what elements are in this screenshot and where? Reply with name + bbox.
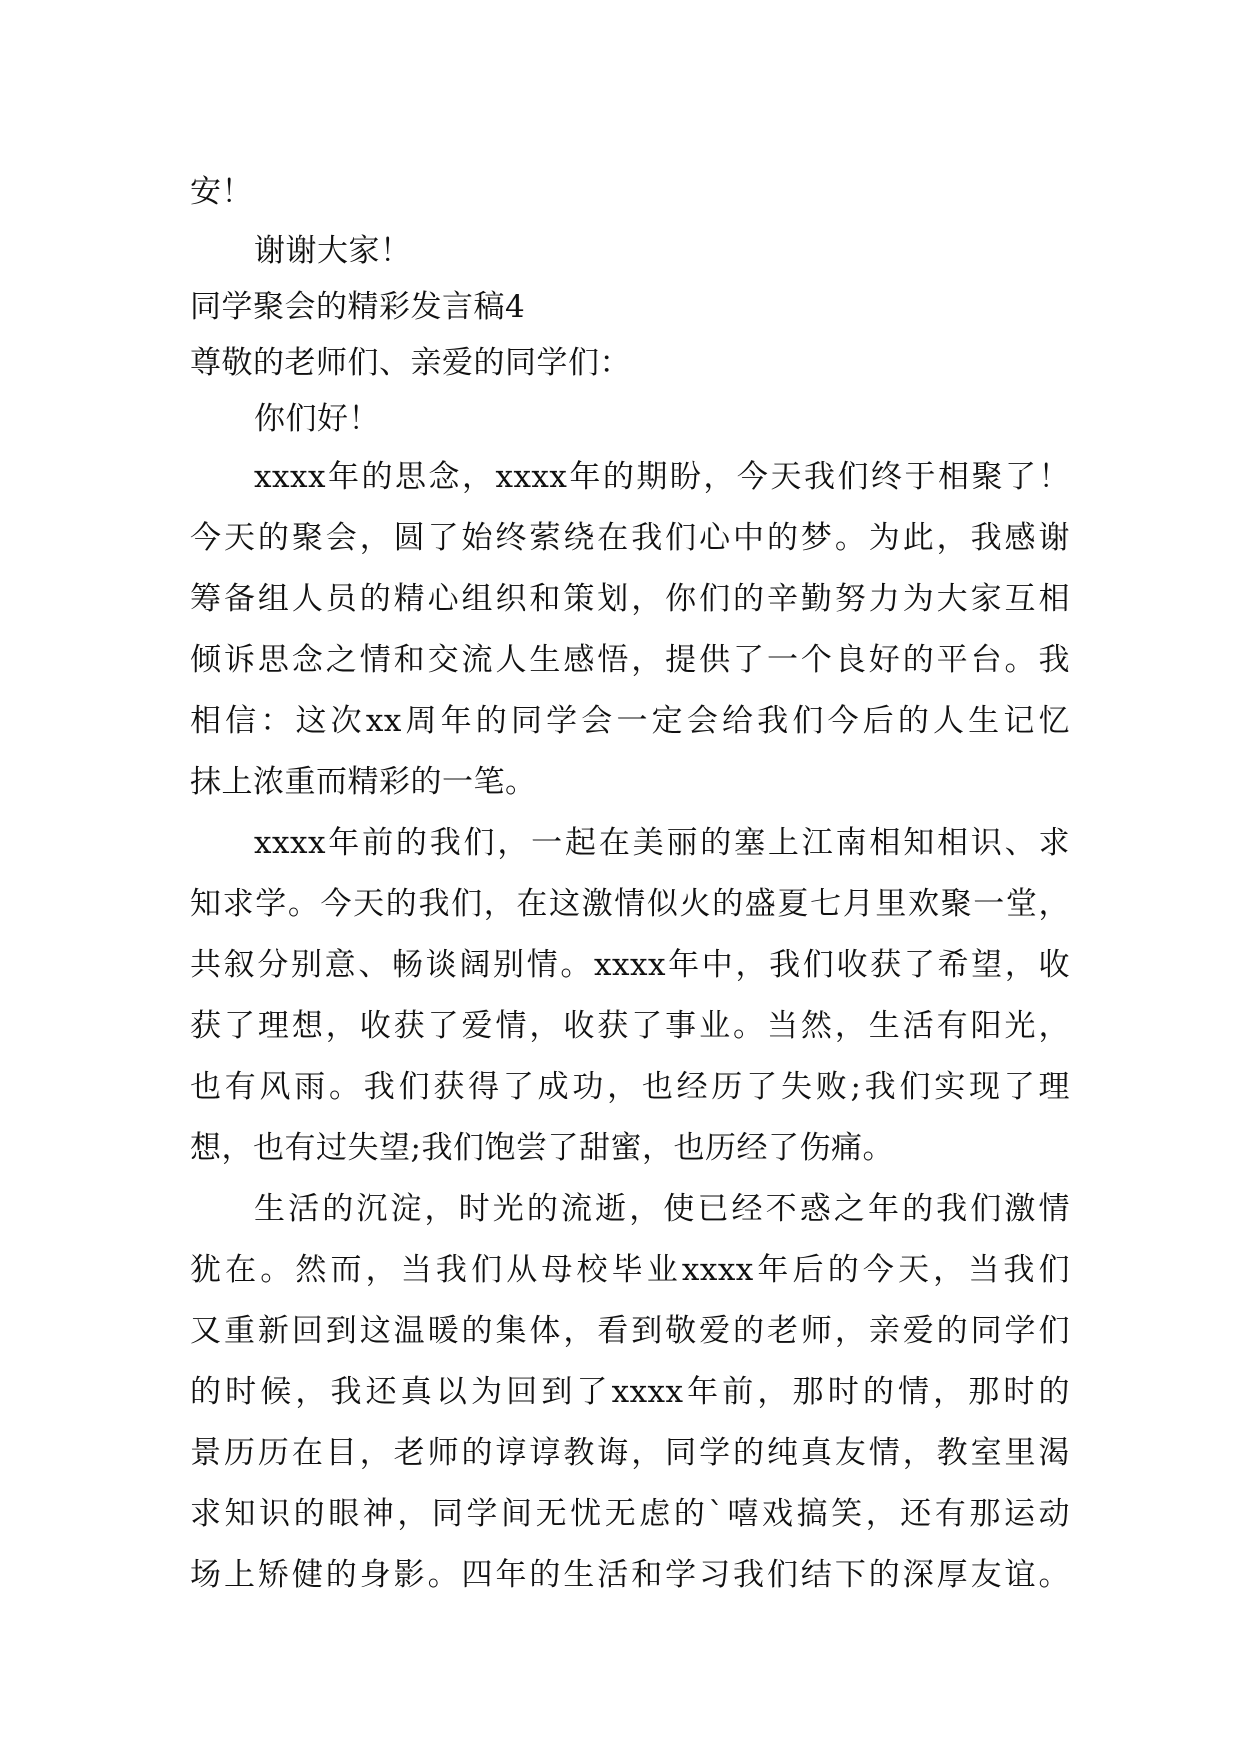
paragraph-line: 求知识的眼神，同学间无忧无虑的`嘻戏搞笑，还有那运动 [190,1496,1070,1532]
paragraph-line: 共叙分别意、畅谈阔别情。xxxx年中，我们收获了希望，收 [190,947,1070,983]
paragraph-line: 也有风雨。我们获得了成功，也经历了失败;我们实现了理 [190,1069,1070,1105]
greeting: 你们好！ [254,401,380,437]
paragraph-line: 景历历在目，老师的谆谆教诲，同学的纯真友情，教室里渴 [190,1435,1070,1471]
paragraph-line: 场上矫健的身影。四年的生活和学习我们结下的深厚友谊。 [190,1557,1070,1593]
salutation: 尊敬的老师们、亲爱的同学们： [190,345,631,381]
paragraph-line: 倾诉思念之情和交流人生感悟，提供了一个良好的平台。我 [190,642,1070,678]
closing-thanks: 谢谢大家！ [254,233,412,269]
paragraph-line: 的时候，我还真以为回到了xxxx年前，那时的情，那时的 [190,1374,1070,1410]
paragraph-line: 相信：这次xx周年的同学会一定会给我们今后的人生记忆 [190,703,1070,739]
paragraph-line: 抹上浓重而精彩的一笔。 [190,764,537,800]
paragraph-line: 生活的沉淀，时光的流逝，使已经不惑之年的我们激情 [254,1191,1070,1227]
paragraph-line: 今天的聚会，圆了始终萦绕在我们心中的梦。为此，我感谢 [190,520,1070,556]
paragraph-line: 获了理想，收获了爱情，收获了事业。当然，生活有阳光， [190,1008,1070,1044]
text-line: 安！ [190,174,253,210]
paragraph-line: 知求学。今天的我们，在这激情似火的盛夏七月里欢聚一堂， [190,886,1070,922]
paragraph-line: 犹在。然而，当我们从母校毕业xxxx年后的今天，当我们 [190,1252,1070,1288]
paragraph-line: 筹备组人员的精心组织和策划，你们的辛勤努力为大家互相 [190,581,1070,617]
paragraph-line: 又重新回到这温暖的集体，看到敬爱的老师，亲爱的同学们 [190,1313,1070,1349]
section-title: 同学聚会的精彩发言稿4 [190,289,526,325]
paragraph-line: xxxx年前的我们，一起在美丽的塞上江南相知相识、求 [254,825,1070,861]
paragraph-line: xxxx年的思念，xxxx年的期盼，今天我们终于相聚了！ [254,459,1070,495]
paragraph-line: 想，也有过失望;我们饱尝了甜蜜，也历经了伤痛。 [190,1130,894,1166]
document-body [190,162,1070,1606]
